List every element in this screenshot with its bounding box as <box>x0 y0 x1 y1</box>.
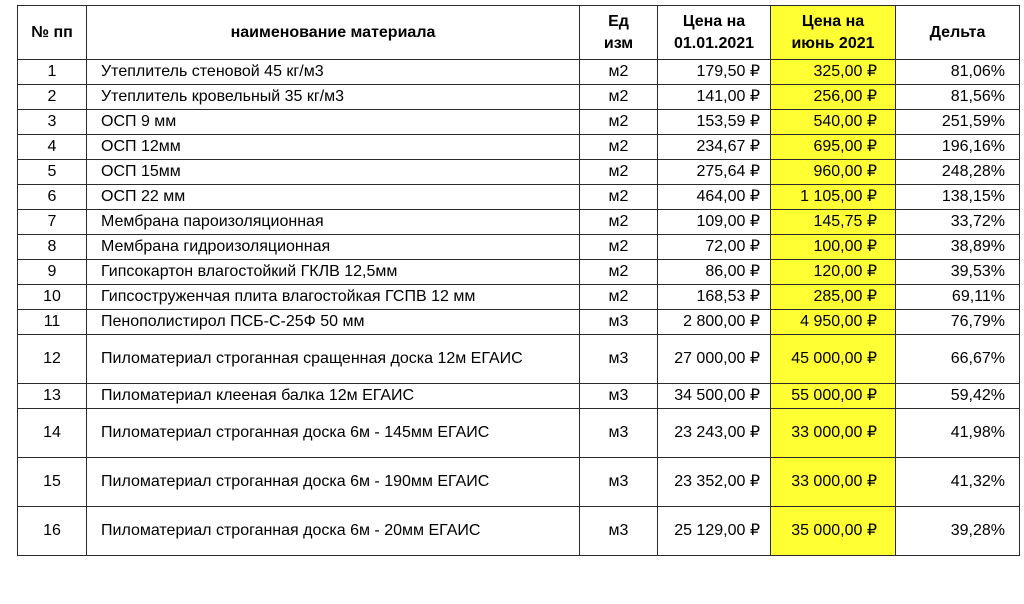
material-name: Гипсокартон влагостойкий ГКЛВ 12,5мм <box>87 260 580 285</box>
price-old-cell: 27 000,00 ₽ <box>658 335 771 384</box>
unit-cell: м3 <box>580 335 658 384</box>
unit-cell: м2 <box>580 60 658 85</box>
row-number: 5 <box>18 160 87 185</box>
price-new-cell: 4 950,00 ₽ <box>771 310 896 335</box>
header-num: № пп <box>18 6 87 60</box>
price-old-cell: 179,50 ₽ <box>658 60 771 85</box>
header-price-old-line2: 01.01.2021 <box>673 34 755 52</box>
price-new-cell: 45 000,00 ₽ <box>771 335 896 384</box>
material-name: ОСП 12мм <box>87 135 580 160</box>
header-price-old <box>658 6 771 60</box>
unit-cell: м3 <box>580 507 658 556</box>
price-old-cell: 153,59 ₽ <box>658 110 771 135</box>
unit-cell: м2 <box>580 85 658 110</box>
price-old-cell: 275,64 ₽ <box>658 160 771 185</box>
table-row <box>18 185 1020 210</box>
delta-cell: 81,06% <box>896 60 1020 85</box>
header-name: наименование материала <box>87 6 580 60</box>
delta-cell: 41,32% <box>896 458 1020 507</box>
table-row <box>18 110 1020 135</box>
row-number: 11 <box>18 310 87 335</box>
table-row <box>18 160 1020 185</box>
row-number: 14 <box>18 409 87 458</box>
price-old-cell: 168,53 ₽ <box>658 285 771 310</box>
delta-cell: 38,89% <box>896 235 1020 260</box>
price-new-cell: 100,00 ₽ <box>771 235 896 260</box>
table-row <box>18 235 1020 260</box>
material-name: Пиломатериал строганная доска 6м - 20мм ЕГАИС <box>87 507 580 556</box>
delta-cell: 69,11% <box>896 285 1020 310</box>
table-row <box>18 507 1020 556</box>
table-body <box>18 60 1020 556</box>
price-new-cell: 145,75 ₽ <box>771 210 896 235</box>
price-old-cell: 141,00 ₽ <box>658 85 771 110</box>
row-number: 13 <box>18 384 87 409</box>
material-name: Пиломатериал строганная доска 6м - 190мм ЕГАИС <box>87 458 580 507</box>
price-new-cell: 285,00 ₽ <box>771 285 896 310</box>
price-old-cell: 86,00 ₽ <box>658 260 771 285</box>
table-row <box>18 260 1020 285</box>
material-name: Утеплитель кровельный 35 кг/м3 <box>87 85 580 110</box>
material-name: ОСП 22 мм <box>87 185 580 210</box>
unit-cell: м2 <box>580 285 658 310</box>
header-price-new-line2: июнь 2021 <box>791 34 875 52</box>
unit-cell: м2 <box>580 235 658 260</box>
price-table <box>17 5 1020 556</box>
header-price-new <box>771 6 896 60</box>
price-old-cell: 34 500,00 ₽ <box>658 384 771 409</box>
row-number: 4 <box>18 135 87 160</box>
header-unit-line1: Ед <box>608 12 629 30</box>
price-old-cell: 23 352,00 ₽ <box>658 458 771 507</box>
unit-cell: м2 <box>580 135 658 160</box>
table-row <box>18 285 1020 310</box>
delta-cell: 66,67% <box>896 335 1020 384</box>
header-row <box>18 6 1020 60</box>
price-old-cell: 464,00 ₽ <box>658 185 771 210</box>
price-old-cell: 25 129,00 ₽ <box>658 507 771 556</box>
unit-cell: м2 <box>580 210 658 235</box>
material-name: Утеплитель стеновой 45 кг/м3 <box>87 60 580 85</box>
delta-cell: 251,59% <box>896 110 1020 135</box>
row-number: 12 <box>18 335 87 384</box>
unit-cell: м2 <box>580 185 658 210</box>
table-row <box>18 384 1020 409</box>
material-name: Пенополистирол ПСБ-С-25Ф 50 мм <box>87 310 580 335</box>
row-number: 6 <box>18 185 87 210</box>
material-name: Мембрана пароизоляционная <box>87 210 580 235</box>
delta-cell: 39,28% <box>896 507 1020 556</box>
unit-cell: м2 <box>580 110 658 135</box>
material-name: Пиломатериал строганная доска 6м - 145мм ЕГАИС <box>87 409 580 458</box>
price-table-container <box>17 5 1019 556</box>
price-new-cell: 256,00 ₽ <box>771 85 896 110</box>
unit-cell: м3 <box>580 458 658 507</box>
unit-cell: м3 <box>580 409 658 458</box>
table-row <box>18 458 1020 507</box>
delta-cell: 81,56% <box>896 85 1020 110</box>
price-new-cell: 55 000,00 ₽ <box>771 384 896 409</box>
price-old-cell: 72,00 ₽ <box>658 235 771 260</box>
unit-cell: м3 <box>580 384 658 409</box>
delta-cell: 59,42% <box>896 384 1020 409</box>
price-new-cell: 120,00 ₽ <box>771 260 896 285</box>
material-name: Пиломатериал клееная балка 12м ЕГАИС <box>87 384 580 409</box>
price-old-cell: 2 800,00 ₽ <box>658 310 771 335</box>
material-name: ОСП 15мм <box>87 160 580 185</box>
unit-cell: м2 <box>580 260 658 285</box>
price-old-cell: 234,67 ₽ <box>658 135 771 160</box>
price-new-cell: 33 000,00 ₽ <box>771 409 896 458</box>
row-number: 9 <box>18 260 87 285</box>
price-old-cell: 23 243,00 ₽ <box>658 409 771 458</box>
delta-cell: 196,16% <box>896 135 1020 160</box>
price-new-cell: 35 000,00 ₽ <box>771 507 896 556</box>
header-unit-line2: изм <box>603 34 634 52</box>
header-delta: Дельта <box>896 6 1020 60</box>
header-price-old-line1: Цена на <box>682 12 746 30</box>
table-row <box>18 135 1020 160</box>
delta-cell: 41,98% <box>896 409 1020 458</box>
table-row <box>18 60 1020 85</box>
price-new-cell: 325,00 ₽ <box>771 60 896 85</box>
table-row <box>18 409 1020 458</box>
material-name: Пиломатериал строганная сращенная доска 12м ЕГАИС <box>87 335 580 384</box>
row-number: 10 <box>18 285 87 310</box>
unit-cell: м2 <box>580 160 658 185</box>
price-new-cell: 540,00 ₽ <box>771 110 896 135</box>
delta-cell: 76,79% <box>896 310 1020 335</box>
table-row <box>18 85 1020 110</box>
row-number: 8 <box>18 235 87 260</box>
row-number: 15 <box>18 458 87 507</box>
table-row <box>18 310 1020 335</box>
price-new-cell: 960,00 ₽ <box>771 160 896 185</box>
delta-cell: 138,15% <box>896 185 1020 210</box>
row-number: 7 <box>18 210 87 235</box>
price-new-cell: 1 105,00 ₽ <box>771 185 896 210</box>
unit-cell: м3 <box>580 310 658 335</box>
material-name: Мембрана гидроизоляционная <box>87 235 580 260</box>
row-number: 16 <box>18 507 87 556</box>
row-number: 2 <box>18 85 87 110</box>
row-number: 1 <box>18 60 87 85</box>
row-number: 3 <box>18 110 87 135</box>
header-unit <box>580 6 658 60</box>
price-new-cell: 695,00 ₽ <box>771 135 896 160</box>
delta-cell: 248,28% <box>896 160 1020 185</box>
header-price-new-line1: Цена на <box>801 12 865 30</box>
price-old-cell: 109,00 ₽ <box>658 210 771 235</box>
material-name: Гипсоструженчая плита влагостойкая ГСПВ 12 мм <box>87 285 580 310</box>
material-name: ОСП 9 мм <box>87 110 580 135</box>
delta-cell: 39,53% <box>896 260 1020 285</box>
table-row <box>18 335 1020 384</box>
delta-cell: 33,72% <box>896 210 1020 235</box>
table-row <box>18 210 1020 235</box>
price-new-cell: 33 000,00 ₽ <box>771 458 896 507</box>
